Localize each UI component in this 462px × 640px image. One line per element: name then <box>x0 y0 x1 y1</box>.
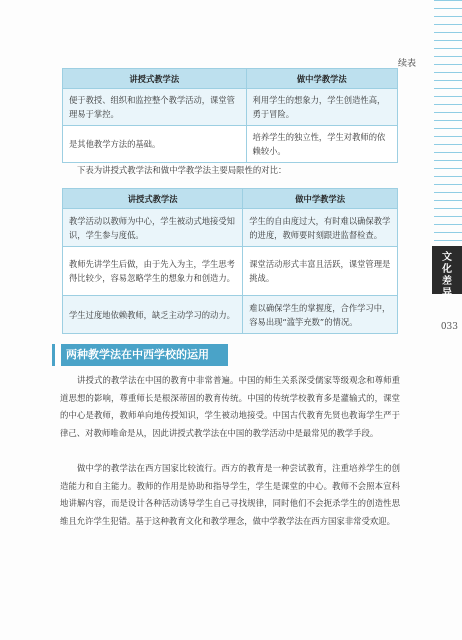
table-cell: 难以确保学生的掌握度，合作学习中，容易出现“滥竽充数”的情况。 <box>243 296 398 334</box>
chapter-side-tab <box>432 246 462 299</box>
decorative-stripes <box>434 0 462 246</box>
table-header-lecture: 讲授式教学法 <box>63 189 243 209</box>
table-row <box>63 126 398 163</box>
table-row <box>63 89 398 126</box>
heading-accent-bar <box>55 344 61 366</box>
table-cell: 课堂活动形式丰富且活跃，课堂管理是挑战。 <box>243 247 398 296</box>
section-heading <box>52 344 228 366</box>
table-header-learning-by-doing: 做中学教学法 <box>246 69 397 89</box>
table-cell: 利用学生的想象力，学生创造性高，勇于冒险。 <box>246 89 397 126</box>
table-cell: 学生过度地依赖教师，缺乏主动学习的动力。 <box>63 296 243 334</box>
table-row <box>63 296 398 334</box>
page-number: 033 <box>440 322 458 332</box>
table-header-learning-by-doing: 做中学教学法 <box>243 189 398 209</box>
chapter-side-tab-label: 文化差异 <box>442 252 452 299</box>
continued-label: 续表 <box>397 59 416 69</box>
intro-text: 下表为讲授式教学法和做中学教学法主要局限性的对比： <box>77 165 287 175</box>
paragraph-learning-by-doing-in-west: 做中学的教学法在西方国家比较流行。西方的教育是一种尝试教育，注重培养学生的创造能力和自主能力。教师的作用是协助和指导学生，学生是课堂的中心。教师不会照本宣科地讲解内容，而是设计各种活动诱导学生自己寻找规律，同时他们不会扼杀学生的创造性思维且允许学生犯错。基于这种教育文化和教学理念，做中学教学法在西方国家非常受欢迎。 <box>60 463 400 526</box>
table-cell: 是其他教学方法的基础。 <box>63 126 247 163</box>
paragraph-lecture-in-china: 讲授式的教学法在中国的教育中非常普遍。中国的师生关系深受儒家等级观念和尊师重道思想的影响，尊重师长是根深蒂固的教育传统。中国的传统学校教育多是灌输式的，课堂的中心是教师，教师单向地传授知识，学生被动地接受。中国古代教育先贤也教诲学生严于律己、对教师唯命是从，因此讲授式教学法在中国的教学活动中是最常见的教学手段。 <box>60 375 400 438</box>
table-cell: 培养学生的独立性，学生对教师的依赖较小。 <box>246 126 397 163</box>
table-cell: 便于教授、组织和监控整个教学活动，课堂管理易于掌控。 <box>63 89 247 126</box>
table-cell: 教师先讲学生后做，由于先入为主，学生思考得比较少，容易忽略学生的想象力和创造力。 <box>63 247 243 296</box>
advantages-table-continued <box>62 68 398 163</box>
table-cell: 学生的自由度过大，有时难以确保教学的进度，教师要时刻跟进监督检查。 <box>243 209 398 247</box>
section-title: 两种教学法在中西学校的运用 <box>66 348 209 361</box>
table-row <box>63 247 398 296</box>
table-cell: 教学活动以教师为中心，学生被动式地接受知识，学生参与度低。 <box>63 209 243 247</box>
table-row <box>63 209 398 247</box>
table-header-lecture: 讲授式教学法 <box>63 69 247 89</box>
limitations-table <box>62 188 398 334</box>
